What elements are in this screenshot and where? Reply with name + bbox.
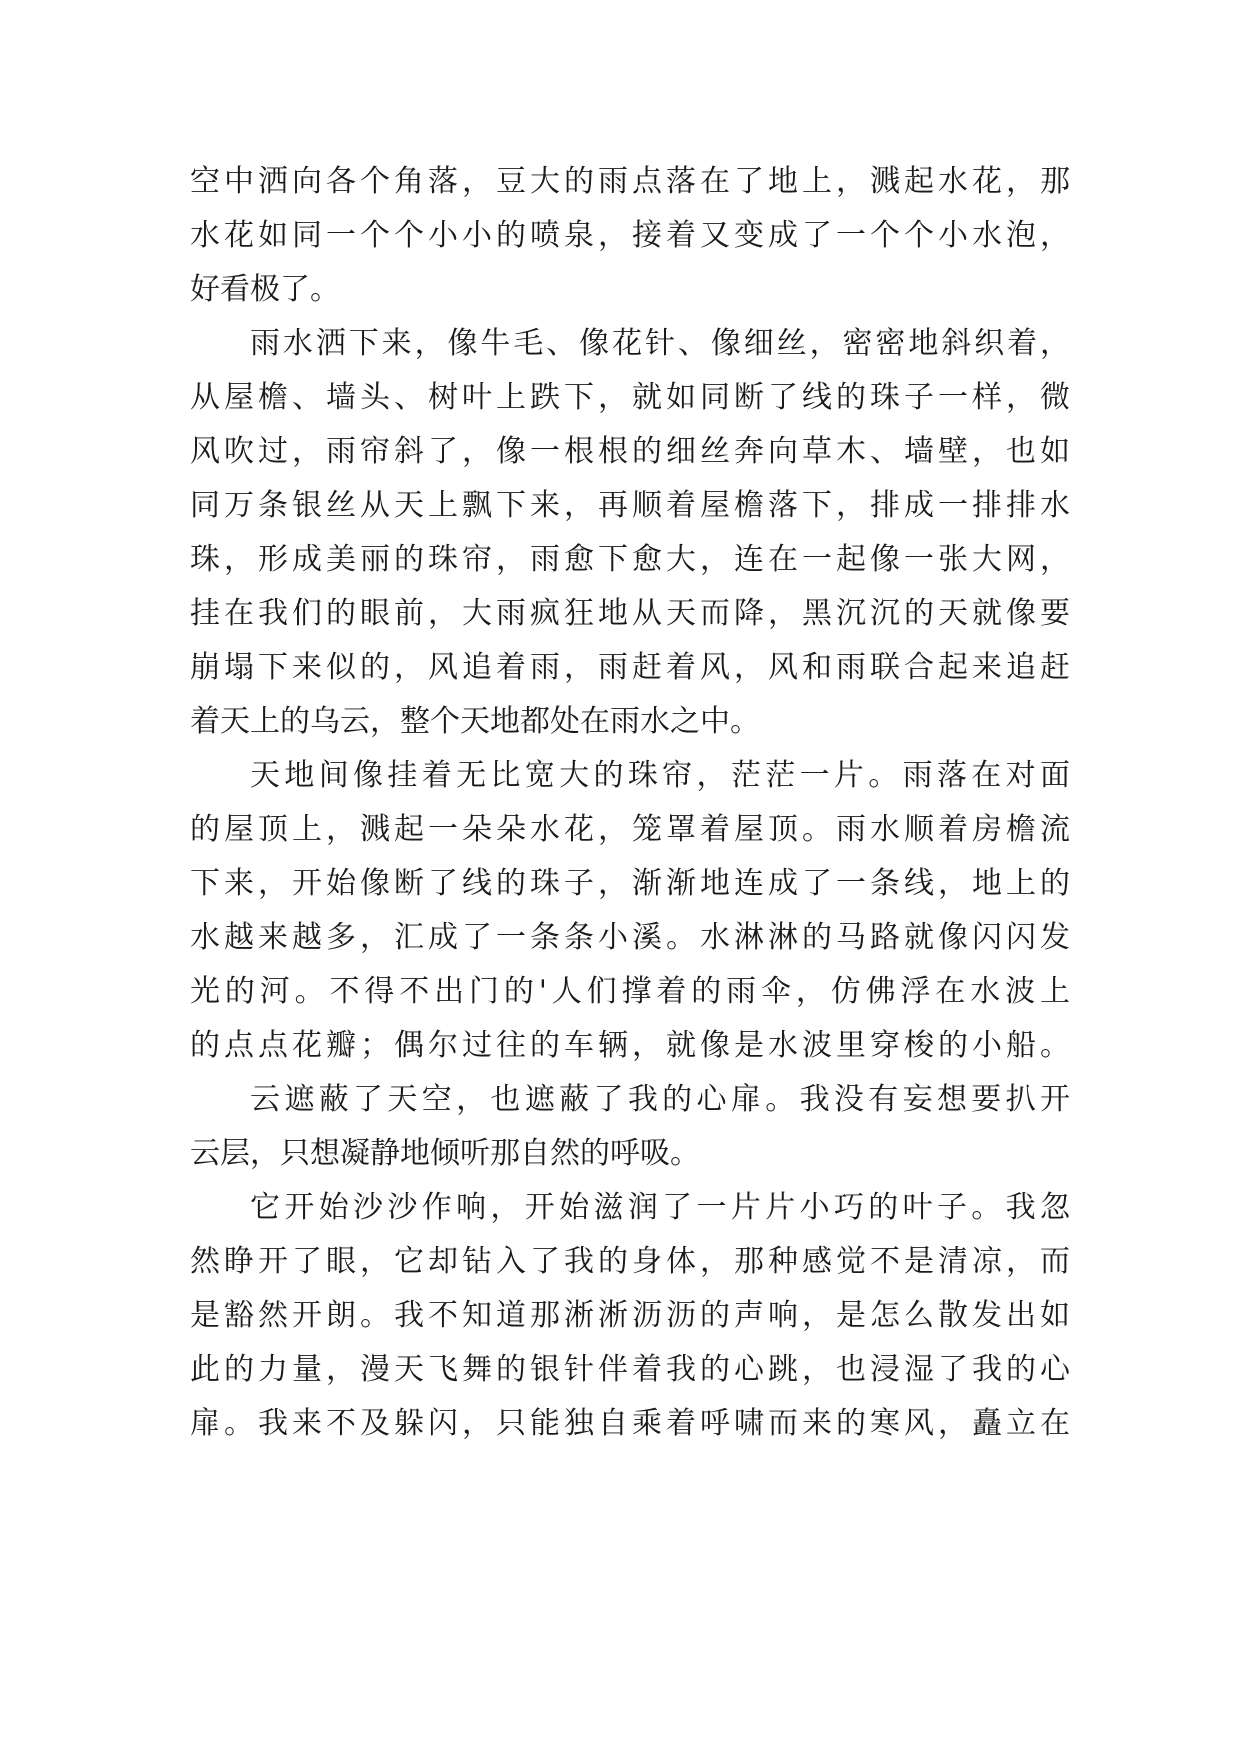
text-line: 水花如同一个个小小的喷泉，接着又变成了一个个小水泡， (190, 218, 1070, 253)
article-body (190, 155, 1070, 1451)
text-line: 水越来越多，汇成了一条条小溪。水淋淋的马路就像闪闪发 (190, 920, 1070, 955)
text-line: 的屋顶上，溅起一朵朵水花，笼罩着屋顶。雨水顺着房檐流 (190, 812, 1070, 847)
text-line: 风吹过，雨帘斜了，像一根根的细丝奔向草木、墙壁，也如 (190, 434, 1070, 469)
paragraph-first-line: 它开始沙沙作响，开始滋润了一片片小巧的叶子。我忽 (250, 1190, 1070, 1225)
text-line: 好看极了。 (190, 272, 340, 307)
text-line: 从屋檐、墙头、树叶上跌下，就如同断了线的珠子一样，微 (190, 380, 1070, 415)
text-line: 是豁然开朗。我不知道那淅淅沥沥的声响，是怎么散发出如 (190, 1298, 1070, 1333)
paragraph-first-line: 雨水洒下来，像牛毛、像花针、像细丝，密密地斜织着， (250, 326, 1070, 361)
text-line: 着天上的乌云，整个天地都处在雨水之中。 (190, 704, 760, 739)
text-line: 然睁开了眼，它却钻入了我的身体，那种感觉不是清凉，而 (190, 1244, 1070, 1279)
text-line: 空中洒向各个角落，豆大的雨点落在了地上，溅起水花，那 (190, 164, 1070, 199)
text-line: 的点点花瓣；偶尔过往的车辆，就像是水波里穿梭的小船。 (190, 1028, 1070, 1063)
text-line: 同万条银丝从天上飘下来，再顺着屋檐落下，排成一排排水 (190, 488, 1070, 523)
text-line: 下来，开始像断了线的珠子，渐渐地连成了一条线，地上的 (190, 866, 1070, 901)
text-line: 此的力量，漫天飞舞的银针伴着我的心跳，也浸湿了我的心 (190, 1352, 1070, 1387)
text-line: 云层，只想凝静地倾听那自然的呼吸。 (190, 1136, 700, 1171)
paragraph-first-line: 天地间像挂着无比宽大的珠帘，茫茫一片。雨落在对面 (250, 758, 1070, 793)
text-line: 挂在我们的眼前，大雨疯狂地从天而降，黑沉沉的天就像要 (190, 596, 1070, 631)
text-line: 光的河。不得不出门的'人们撑着的雨伞，仿佛浮在水波上 (190, 974, 1070, 1009)
text-line: 扉。我来不及躲闪，只能独自乘着呼啸而来的寒风，矗立在 (190, 1406, 1070, 1441)
text-line: 珠，形成美丽的珠帘，雨愈下愈大，连在一起像一张大网， (190, 542, 1070, 577)
text-line: 崩塌下来似的，风追着雨，雨赶着风，风和雨联合起来追赶 (190, 650, 1070, 685)
paragraph-first-line: 云遮蔽了天空，也遮蔽了我的心扉。我没有妄想要扒开 (250, 1082, 1070, 1117)
